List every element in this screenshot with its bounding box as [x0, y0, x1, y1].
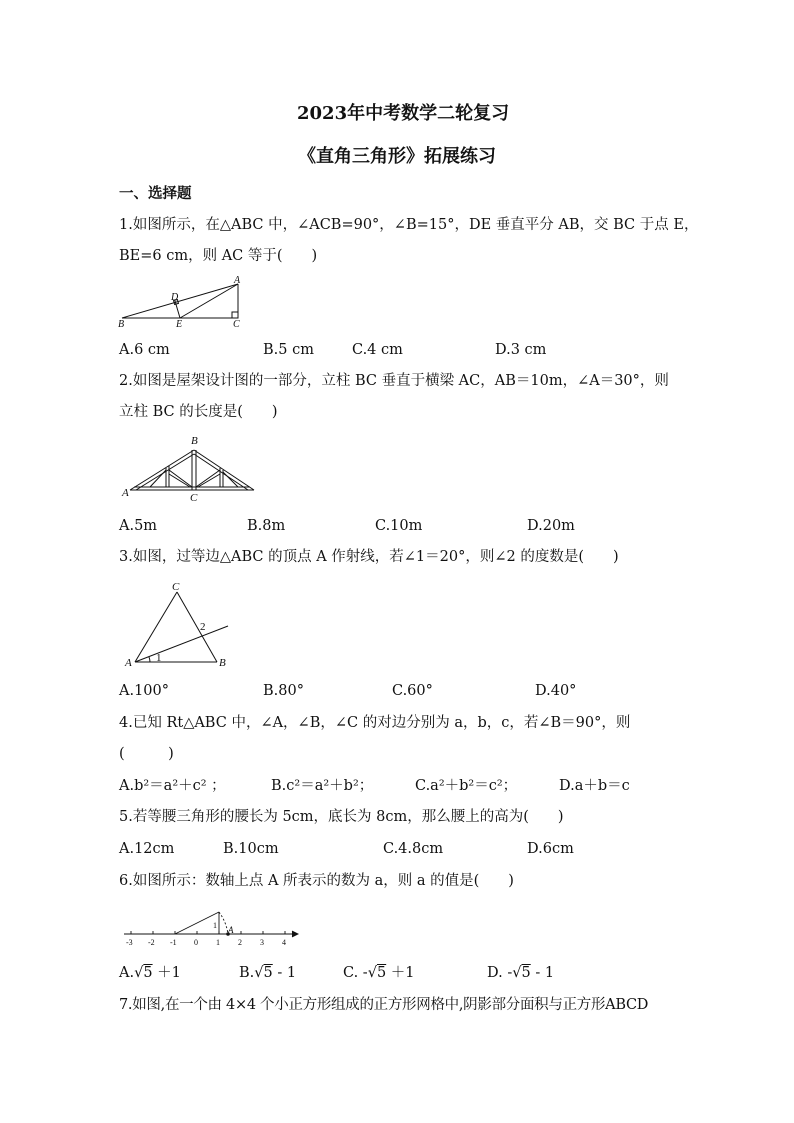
q4-text-line2: ( ) [119, 746, 174, 762]
document-title-line2: 《直角三角形》拓展练习 [298, 146, 496, 167]
q2-text-line1: 2.如图是屋架设计图的一部分，立柱 BC 垂直于横梁 AC，AB＝10m，∠A＝30°，则 [119, 373, 669, 389]
q3-label-b: B [219, 657, 226, 669]
q4-option-b: B.c²＝a²＋b²； [271, 778, 374, 794]
q6-tick-minus2: -2 [148, 938, 155, 947]
q1-text-line1: 1.如图所示，在△ABC 中，∠ACB=90°，∠B=15°，DE 垂直平分 AB，交 BC 于点 E， [119, 217, 699, 233]
q2-label-c: C [190, 492, 198, 504]
section-heading: 一、选择题 [119, 185, 192, 202]
q6-label-one: 1 [213, 921, 217, 930]
q2-option-b: B.8m [247, 518, 286, 534]
q6-tick-4: 4 [282, 938, 286, 947]
q3-label-angle2: 2 [200, 621, 206, 633]
q3-label-c: C [172, 581, 180, 593]
q1-figure [118, 275, 248, 330]
q2-label-a: A [122, 487, 129, 499]
q5-text-line1: 5.若等腰三角形的腰长为 5cm，底长为 8cm，那么腰上的高为( ) [119, 809, 564, 825]
q3-option-b: B.80° [263, 683, 304, 699]
q2-truss-figure [120, 432, 260, 502]
q6-option-b: B.√5 - 1 [239, 965, 297, 981]
document-title-line1: 2023年中考数学二轮复习 [297, 103, 510, 124]
q6-label-a: A [228, 925, 234, 935]
q6-option-a: A.√5 ＋1 [119, 965, 181, 981]
q1-label-e: E [176, 319, 183, 330]
q6-tick-3: 3 [260, 938, 264, 947]
q1-option-a: A.6 cm [119, 342, 170, 358]
q6-option-c: C. -√5 ＋1 [343, 965, 415, 981]
q4-option-a: A.b²＝a²＋c² ； [119, 778, 226, 794]
q1-label-c: C [233, 319, 240, 330]
q7-text-line1: 7.如图,在一个由 4×4 个小正方形组成的正方形网格中,阴影部分面积与正方形ABCD [119, 997, 649, 1013]
q2-option-d: D.20m [527, 518, 575, 534]
q5-option-b: B.10cm [223, 841, 279, 857]
q6-number-line-figure [122, 902, 302, 952]
q3-triangle-figure [122, 580, 242, 670]
q3-label-angle1: 1 [156, 652, 162, 664]
q4-text-line1: 4.已知 Rt△ABC 中，∠A，∠B，∠C 的对边分别为 a，b，c，若∠B＝90°，则 [119, 715, 631, 731]
q4-option-c: C.a²＋b²＝c²； [415, 778, 518, 794]
q2-text-line2: 立柱 BC 的长度是( ) [119, 404, 278, 420]
q5-option-d: D.6cm [527, 841, 574, 857]
q6-tick-2: 2 [238, 938, 242, 947]
q2-label-b: B [191, 435, 198, 447]
q3-option-a: A.100° [119, 683, 170, 699]
q4-option-d: D.a＋b＝c [559, 778, 630, 794]
q6-tick-1: 1 [216, 938, 220, 947]
q2-option-c: C.10m [375, 518, 423, 534]
q1-label-d: D [171, 292, 179, 303]
q5-option-a: A.12cm [119, 841, 175, 857]
q3-label-a: A [125, 657, 132, 669]
q1-option-c: C.4 cm [352, 342, 403, 358]
q1-option-d: D.3 cm [495, 342, 547, 358]
q6-tick-0: 0 [194, 938, 198, 947]
q6-option-d: D. -√5 - 1 [487, 965, 555, 981]
q2-option-a: A.5m [119, 518, 158, 534]
q6-tick-minus3: -3 [126, 938, 133, 947]
q6-tick-minus1: -1 [170, 938, 177, 947]
q1-option-b: B.5 cm [263, 342, 314, 358]
q3-option-d: D.40° [535, 683, 577, 699]
q5-option-c: C.4.8cm [383, 841, 444, 857]
q3-text-line1: 3.如图，过等边△ABC 的顶点 A 作射线，若∠1＝20°，则∠2 的度数是( ) [119, 549, 619, 565]
q1-label-b: B [118, 319, 125, 330]
q3-option-c: C.60° [392, 683, 433, 699]
q1-text-line2: BE=6 cm，则 AC 等于( ) [119, 248, 318, 264]
q1-label-a: A [234, 275, 241, 286]
q6-text-line1: 6.如图所示：数轴上点 A 所表示的数为 a，则 a 的值是( ) [119, 873, 514, 889]
